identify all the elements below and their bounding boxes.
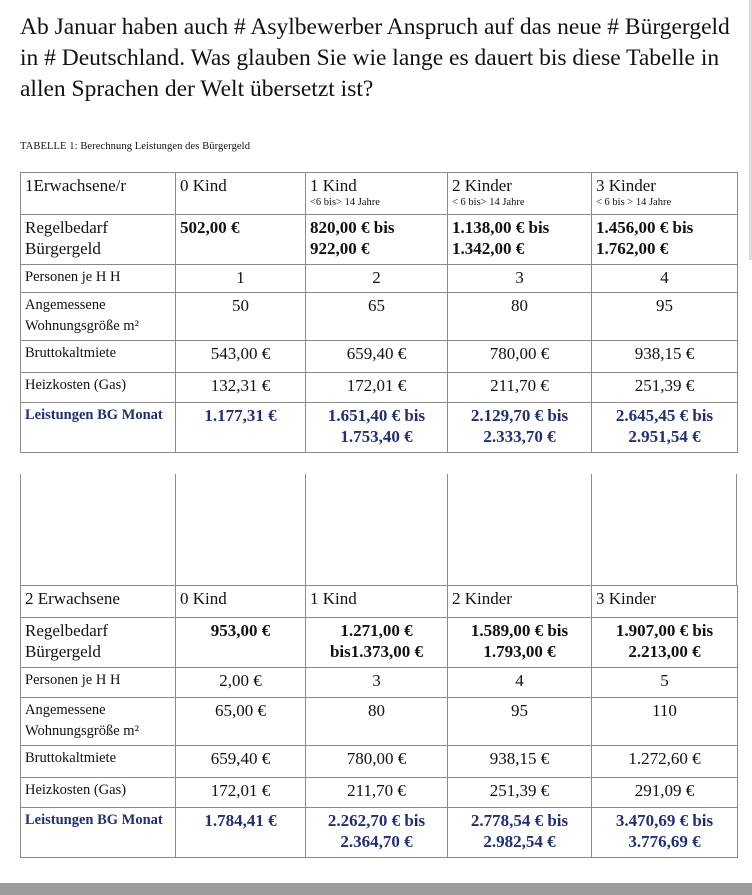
header-sublabel: < 6 bis> 14 Jahre — [452, 197, 525, 208]
table-cell: 3 — [448, 265, 592, 293]
row-label: Leistungen BG Monat — [21, 403, 176, 453]
table-cell: 1.456,00 € bis 1.762,00 € — [592, 215, 738, 265]
table-row — [21, 618, 738, 668]
header-label: 3 Kinder — [596, 176, 656, 195]
table-cell: 5 — [592, 668, 738, 698]
row-label: Angemessene Wohnungsgröße m² — [21, 293, 176, 341]
table-cell: 1 — [176, 265, 306, 293]
header-cell: 2 Kinder — [448, 586, 592, 618]
table-row — [21, 668, 738, 698]
header-cell — [306, 173, 448, 215]
header-label: 2 Kinder — [452, 176, 512, 195]
table-cell: 2.645,45 € bis 2.951,54 € — [592, 403, 738, 453]
table-row — [21, 746, 738, 778]
table-cell: 2.262,70 € bis 2.364,70 € — [306, 808, 448, 858]
row-label: Regelbedarf Bürgergeld — [21, 215, 176, 265]
table-cell: 4 — [592, 265, 738, 293]
row-label: Heizkosten (Gas) — [21, 373, 176, 403]
header-label: 1Erwachsene/r — [25, 176, 127, 195]
table-cell: 80 — [448, 293, 592, 341]
table-row — [21, 265, 738, 293]
header-cell: 3 Kinder — [592, 586, 738, 618]
table-cell: 2.129,70 € bis 2.333,70 € — [448, 403, 592, 453]
table-cell: 938,15 € — [592, 341, 738, 373]
row-label: Angemessene Wohnungsgröße m² — [21, 698, 176, 746]
table-cell: 3.470,69 € bis 3.776,69 € — [592, 808, 738, 858]
table-cell: 172,01 € — [306, 373, 448, 403]
table-cell: 1.907,00 € bis 2.213,00 € — [592, 618, 738, 668]
table-cell: 211,70 € — [306, 778, 448, 808]
table-cell: 659,40 € — [176, 746, 306, 778]
table-spacer-grid — [20, 474, 737, 585]
table-cell: 780,00 € — [448, 341, 592, 373]
table-cell: 1.177,31 € — [176, 403, 306, 453]
table-cell: 938,15 € — [448, 746, 592, 778]
row-label: Personen je H H — [21, 265, 176, 293]
table-cell: 132,31 € — [176, 373, 306, 403]
table-cell: 211,70 € — [448, 373, 592, 403]
table-cell: 502,00 € — [176, 215, 306, 265]
header-cell: 1 Kind — [306, 586, 448, 618]
table-row-total — [21, 403, 738, 453]
table-cell: 2.778,54 € bis 2.982,54 € — [448, 808, 592, 858]
row-label: Bruttokaltmiete — [21, 341, 176, 373]
header-cell — [592, 173, 738, 215]
table-cell: 80 — [306, 698, 448, 746]
table-row — [21, 778, 738, 808]
row-label: Bruttokaltmiete — [21, 746, 176, 778]
table-cell: 110 — [592, 698, 738, 746]
table-cell: 543,00 € — [176, 341, 306, 373]
header-cell: 2 Erwachsene — [21, 586, 176, 618]
table-header-row — [21, 173, 738, 215]
header-label: 0 Kind — [180, 176, 227, 195]
table-cell: 172,01 € — [176, 778, 306, 808]
table-row-total — [21, 808, 738, 858]
benefits-table-single-adult — [20, 172, 738, 453]
table-row — [21, 698, 738, 746]
table-cell: 291,09 € — [592, 778, 738, 808]
post-text: Ab Januar haben auch # Asylbewerber Anspruch auf das neue # Bürgergeld in # Deutschland. Was glauben Sie wie lange es dauert bis diese Tabelle in allen Sprachen der Welt übersetzt ist? — [20, 14, 730, 102]
header-cell — [176, 173, 306, 215]
table-cell: 820,00 € bis 922,00 € — [306, 215, 448, 265]
table-row — [21, 373, 738, 403]
table-cell: 1.651,40 € bis 1.753,40 € — [306, 403, 448, 453]
table-cell: 65 — [306, 293, 448, 341]
header-sublabel: < 6 bis > 14 Jahre — [596, 197, 672, 208]
table-row — [21, 215, 738, 265]
table-cell: 780,00 € — [306, 746, 448, 778]
table-cell: 251,39 € — [592, 373, 738, 403]
table-cell: 2 — [306, 265, 448, 293]
header-cell: 0 Kind — [176, 586, 306, 618]
table-cell: 2,00 € — [176, 668, 306, 698]
row-label: Leistungen BG Monat — [21, 808, 176, 858]
row-label: Personen je H H — [21, 668, 176, 698]
header-cell — [448, 173, 592, 215]
table-row — [21, 341, 738, 373]
header-cell — [21, 173, 176, 215]
table-cell: 1.784,41 € — [176, 808, 306, 858]
table-cell: 95 — [592, 293, 738, 341]
table-cell: 4 — [448, 668, 592, 698]
table-cell: 251,39 € — [448, 778, 592, 808]
benefits-table-two-adults — [20, 585, 738, 858]
bottom-bar — [0, 883, 752, 895]
table-cell: 50 — [176, 293, 306, 341]
header-sublabel: <6 bis> 14 Jahre — [310, 197, 380, 208]
table-cell: 1.589,00 € bis 1.793,00 € — [448, 618, 592, 668]
header-label: 1 Kind — [310, 176, 357, 195]
table-cell: 1.138,00 € bis 1.342,00 € — [448, 215, 592, 265]
table-cell: 1.272,60 € — [592, 746, 738, 778]
table-header-row — [21, 586, 738, 618]
row-label: Heizkosten (Gas) — [21, 778, 176, 808]
table-caption: TABELLE 1: Berechnung Leistungen des Bürgergeld — [20, 141, 251, 152]
table-cell: 95 — [448, 698, 592, 746]
table-cell: 953,00 € — [176, 618, 306, 668]
table-row — [21, 293, 738, 341]
table-cell: 659,40 € — [306, 341, 448, 373]
row-label: Regelbedarf Bürgergeld — [21, 618, 176, 668]
table-cell: 3 — [306, 668, 448, 698]
table-cell: 65,00 € — [176, 698, 306, 746]
table-cell: 1.271,00 € bis1.373,00 € — [306, 618, 448, 668]
